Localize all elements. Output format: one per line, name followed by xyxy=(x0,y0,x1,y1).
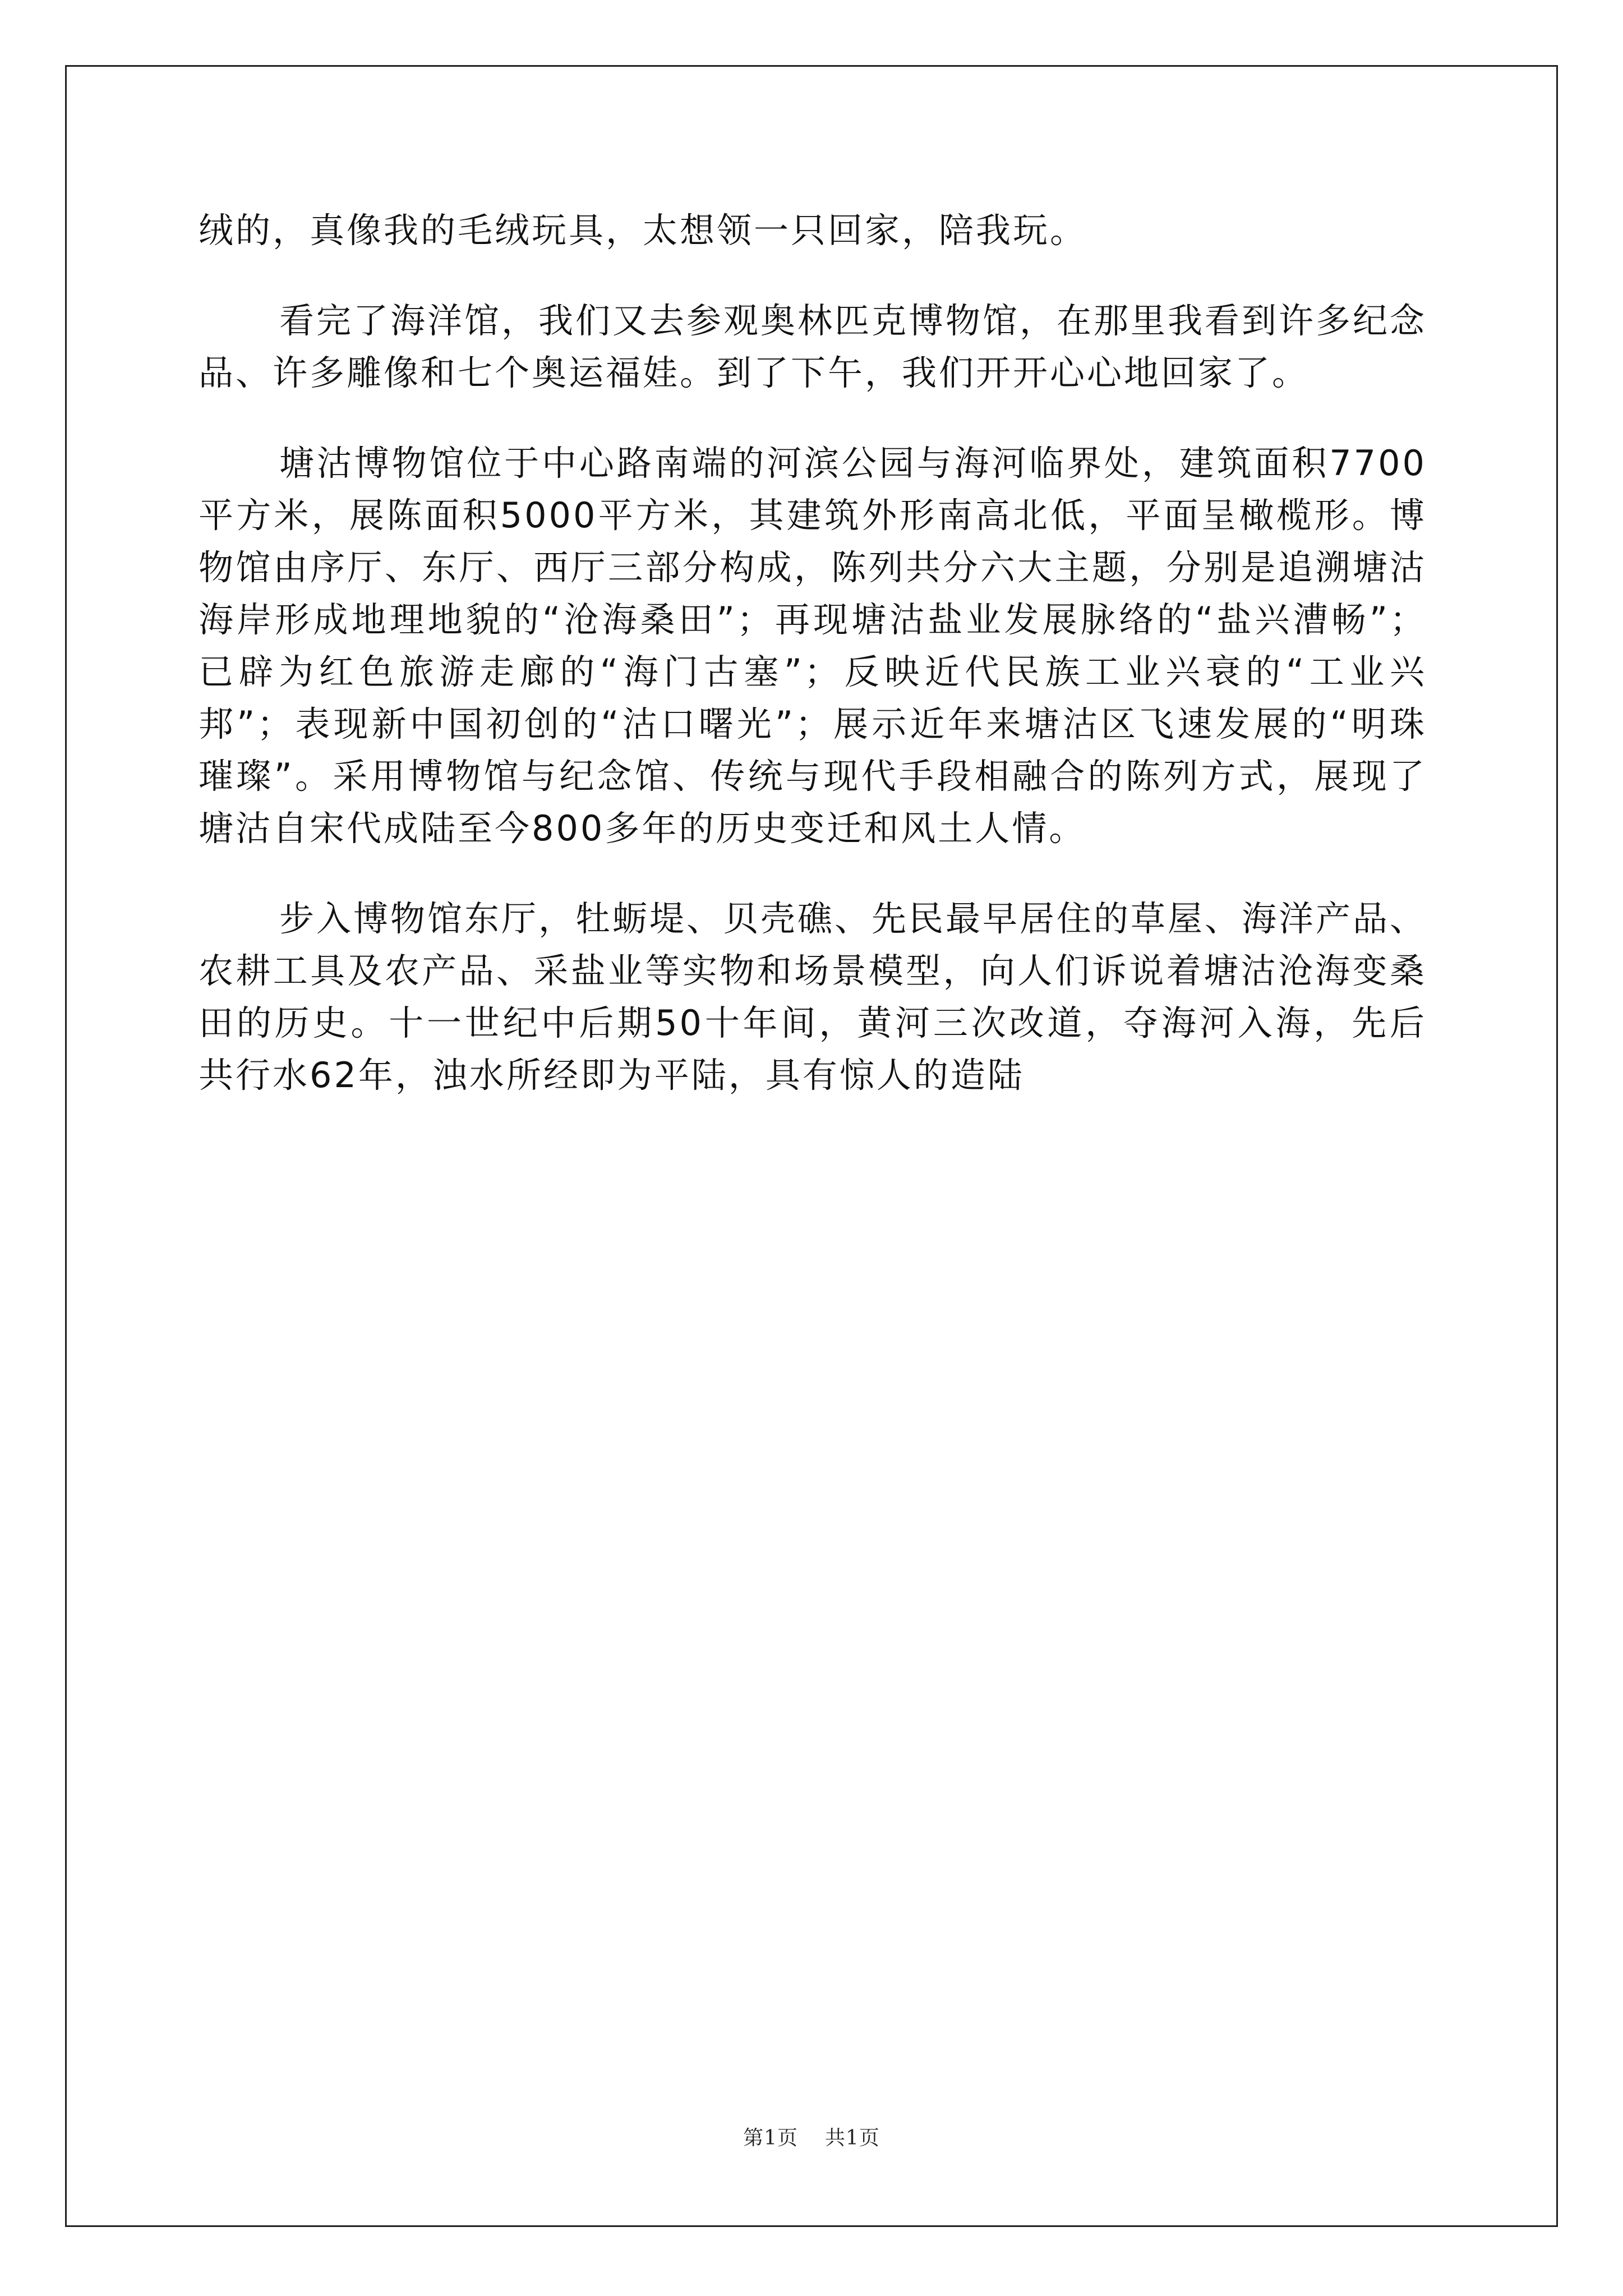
page-footer xyxy=(0,2122,1623,2151)
paragraph: 绒的，真像我的毛绒玩具，太想领一只回家，陪我玩。 xyxy=(199,210,1087,251)
page-number: 第1页 xyxy=(743,2127,798,2150)
paragraph: 看完了海洋馆，我们又去参观奥林匹克博物馆，在那里我看到许多纪念品、许多雕像和七个奥运福娃。到了下午，我们开开心心地回家了。 xyxy=(199,300,1427,393)
paragraph: 塘沽博物馆位于中心路南端的河滨公园与海河临界处，建筑面积7700平方米，展陈面积5000平方米，其建筑外形南高北低，平面呈橄榄形。博物馆由序厅、东厅、西厅三部分构成，陈列共分六大主题，分别是追溯塘沽海岸形成地理地貌的“沧海桑田”；再现塘沽盐业发展脉络的“盐兴漕畅”；已辟为红色旅游走廊的“海门古塞”；反映近代民族工业兴衰的“工业兴邦”；表现新中国初创的“沽口曙光”；展示近年来塘沽区飞速发展的“明珠璀璨”。采用博物馆与纪念馆、传统与现代手段相融合的陈列方式，展现了塘沽自宋代成陆至今800多年的历史变迁和风土人情。 xyxy=(199,443,1427,849)
document-body xyxy=(199,204,1427,1139)
page-total: 共1页 xyxy=(825,2127,880,2150)
paragraph: 步入博物馆东厅，牡蛎堤、贝壳礁、先民最早居住的草屋、海洋产品、农耕工具及农产品、采盐业等实物和场景模型，向人们诉说着塘沽沧海变桑田的历史。十一世纪中后期50十年间，黄河三次改道，夺海河入海，先后共行水62年，浊水所经即为平陆，具有惊人的造陆 xyxy=(199,898,1427,1096)
